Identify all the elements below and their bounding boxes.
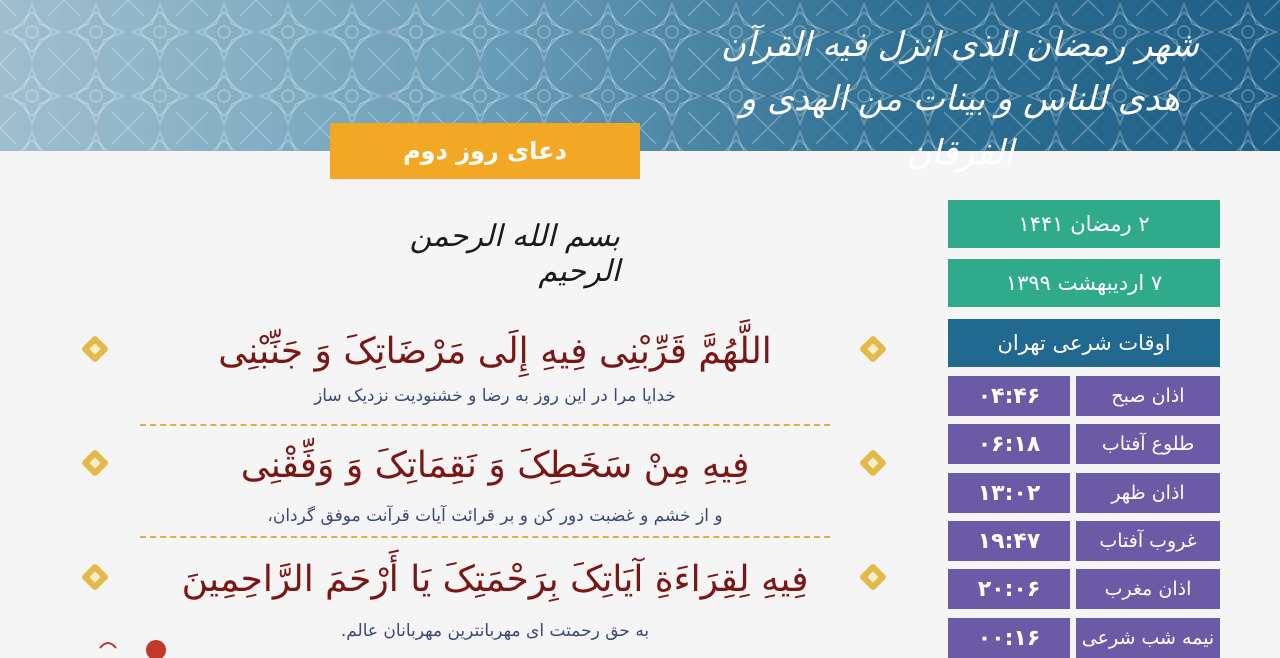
diamond-ornament-icon (858, 334, 888, 364)
dashed-divider (140, 424, 830, 426)
dashed-divider (140, 536, 830, 538)
dua-translation-text: خدایا مرا در این روز به رضا و خشنودیت نزدیک ساز (314, 386, 676, 406)
diamond-ornament-icon (80, 448, 110, 478)
prayer-time-label: اذان صبح (1076, 376, 1220, 416)
prayer-time-label: اذان ظهر (1076, 473, 1220, 513)
header-quran-verse: شهر رمضان الذی انزل فیه القرآن هدی للناس و بینات من الهدی و الفرقان (721, 25, 1199, 173)
diamond-ornament-icon (80, 334, 110, 364)
prayer-time-label: طلوع آفتاب (1076, 424, 1220, 464)
dua-line-2 (80, 430, 890, 530)
logo-fragment (100, 636, 180, 648)
page-title: دعای روز دوم (330, 123, 640, 179)
dua-arabic-text: فِیهِ مِنْ سَخَطِکَ وَ نَقِمَاتِکَ وَ وَفِّقْنِی (240, 444, 750, 486)
prayer-time-value: ۰۰:۱۶ (948, 618, 1070, 658)
prayer-time-value: ۰۶:۱۸ (948, 424, 1070, 464)
prayer-time-row (948, 618, 1220, 651)
dua-translation-text: به حق رحمتت ای مهربانترین مهربانان عالم. (340, 621, 650, 641)
hijri-date: ۲ رمضان ۱۴۴۱ (948, 200, 1220, 248)
prayer-time-row (948, 473, 1220, 513)
diamond-ornament-icon (858, 448, 888, 478)
logo-icon (100, 636, 180, 648)
prayer-time-label: اذان مغرب (1076, 569, 1220, 609)
dua-line-1 (80, 316, 890, 416)
prayer-time-value: ۱۹:۴۷ (948, 521, 1070, 561)
prayer-times-title: اوقات شرعی تهران (948, 319, 1220, 367)
dua-translation-text: و از خشم و غضبت دور کن و بر قرائت آیات قرآنت موفق گردان، (267, 506, 723, 526)
solar-date: ۷ اردیبهشت ۱۳۹۹ (948, 259, 1220, 307)
dua-line-3 (80, 544, 890, 648)
prayer-time-value: ۲۰:۰۶ (948, 569, 1070, 609)
prayer-time-row (948, 424, 1220, 464)
prayer-time-row (948, 376, 1220, 416)
diamond-ornament-icon (858, 562, 888, 592)
prayer-time-row (948, 569, 1220, 609)
dua-arabic-text: فِیهِ لِقِرَاءَةِ آیَاتِکَ بِرَحْمَتِکَ یَا أَرْحَمَ الرَّاحِمِینَ (181, 558, 809, 600)
prayer-time-value: ۰۴:۴۶ (948, 376, 1070, 416)
header-banner (0, 0, 1280, 173)
prayer-time-label: نیمه شب شرعی (1076, 618, 1220, 658)
prayer-time-label: غروب آفتاب (1076, 521, 1220, 561)
diamond-ornament-icon (80, 562, 110, 592)
prayer-time-row (948, 521, 1220, 561)
prayer-time-value: ۱۳:۰۲ (948, 473, 1070, 513)
bismillah-calligraphy: بسم الله الرحمن الرحیم (409, 219, 620, 289)
dua-arabic-text: اللَّهُمَّ قَرِّبْنِی فِیهِ إِلَی مَرْضَاتِکَ وَ جَنِّبْنِی (218, 330, 772, 372)
